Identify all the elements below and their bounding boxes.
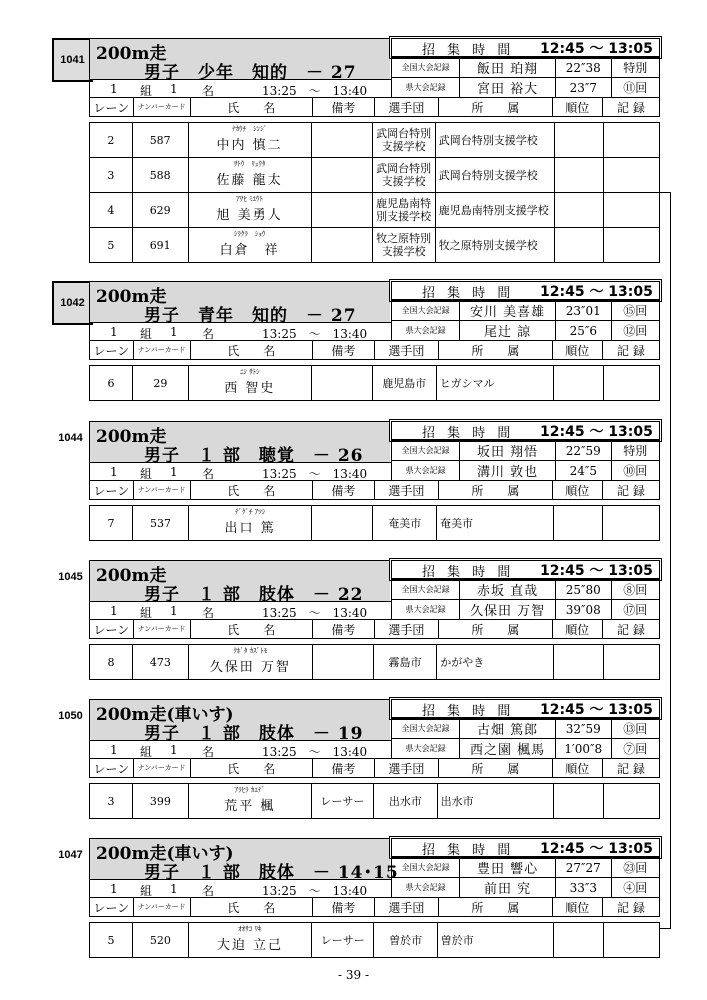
count-number: 1 — [170, 82, 178, 96]
prefecture-label: 県大会記録 — [392, 739, 460, 759]
prefecture-time: 33″3 — [555, 878, 611, 898]
team: 奄美市 — [373, 506, 437, 541]
group-label: 組 — [140, 84, 153, 98]
col-team: 選手団 — [374, 341, 438, 360]
call-label: 招 集 時 間 — [422, 843, 515, 858]
entry-row — [90, 193, 660, 228]
count-label: 名 — [202, 884, 215, 898]
prefecture-record-row — [392, 878, 660, 898]
entries-table — [89, 365, 660, 401]
col-lane: レーン — [90, 481, 134, 500]
athlete-kanji: 大迫 立己 — [216, 938, 283, 953]
national-label: 全国大会記録 — [392, 719, 460, 739]
entries-table — [89, 783, 660, 819]
number-card: 520 — [132, 923, 188, 958]
prefecture-note: ⑫回 — [611, 321, 659, 341]
number-card: 473 — [132, 645, 188, 680]
prefecture-holder: 久保田 万智 — [460, 600, 556, 620]
national-time: 22″59 — [555, 441, 611, 461]
team: 鹿児島市 — [373, 366, 437, 401]
col-number: ナンバーカード — [133, 481, 190, 500]
prefecture-holder: 前田 究 — [460, 878, 556, 898]
call-time: 12:45 ～ 13:05 — [540, 41, 653, 57]
national-record-row — [392, 58, 660, 78]
lane: 3 — [90, 784, 133, 819]
race-time: 13:25 ～ 13:40 — [262, 606, 368, 620]
national-holder: 豊田 響心 — [460, 858, 556, 878]
national-record-row — [392, 441, 660, 461]
record — [603, 645, 659, 680]
count-label: 名 — [202, 467, 215, 481]
rank — [554, 123, 603, 158]
prefecture-holder: 尾辻 諒 — [460, 321, 556, 341]
column-header — [89, 340, 660, 360]
col-team: 選手団 — [374, 98, 438, 117]
count-number: 1 — [170, 743, 178, 757]
lane: 6 — [90, 366, 133, 401]
prefecture-record-row — [392, 600, 660, 620]
athlete-kana: ｻﾄｳ ﾘｭｳﾀ — [233, 160, 266, 168]
group-number: 1 — [110, 604, 118, 618]
entry-row — [90, 366, 660, 401]
rank — [553, 506, 603, 541]
prefecture-time: 1′00″8 — [555, 739, 611, 759]
prefecture-label: 県大会記録 — [392, 78, 460, 98]
col-number: ナンバーカード — [133, 759, 190, 778]
athlete-kanji: 中内 慎二 — [216, 138, 283, 153]
event-title-box — [89, 699, 390, 744]
call-time-box — [391, 560, 660, 579]
race-time: 13:25 ～ 13:40 — [262, 745, 368, 759]
record-table — [391, 718, 660, 759]
athlete-kana: ﾆｼ ｻﾄｼ — [239, 368, 260, 376]
group-number: 1 — [110, 882, 118, 896]
prefecture-note: ⑦回 — [611, 739, 659, 759]
prefecture-record-row — [392, 461, 660, 481]
national-label: 全国大会記録 — [392, 301, 460, 321]
call-time-box — [391, 699, 660, 718]
count-label: 名 — [202, 327, 215, 341]
column-header — [89, 97, 660, 117]
col-record: 記 録 — [602, 898, 659, 917]
athlete-kanji: 旭 美勇人 — [216, 208, 283, 223]
remarks — [311, 158, 372, 193]
col-remarks: 備考 — [313, 898, 375, 917]
call-label: 招 集 時 間 — [422, 426, 515, 441]
lane: 5 — [90, 228, 133, 263]
col-remarks: 備考 — [313, 620, 375, 639]
lane: 2 — [90, 123, 133, 158]
col-affiliation: 所 属 — [438, 341, 552, 360]
col-number: ナンバーカード — [133, 98, 190, 117]
event-number: 1050 — [58, 710, 83, 722]
event-title-box — [89, 281, 390, 326]
event-number: 1044 — [58, 432, 83, 444]
event-title-box — [89, 838, 399, 883]
rank — [554, 645, 604, 680]
rank — [554, 923, 603, 958]
prefecture-record-row — [392, 739, 660, 759]
count-number: 1 — [170, 882, 178, 896]
race-time: 13:25 ～ 13:40 — [262, 467, 368, 481]
affiliation: 奄美市 — [437, 506, 554, 541]
athlete-kana: ｱﾗﾋﾗ ｶｴﾃﾞ — [234, 786, 265, 794]
number-card: 537 — [133, 506, 189, 541]
athlete-kana: ｼﾗｸﾗ ｼｮｳ — [233, 230, 266, 238]
team: 鹿児島南特別支援学校 — [372, 193, 435, 228]
event-name: 200m走 — [96, 427, 167, 447]
col-affiliation: 所 属 — [438, 759, 552, 778]
count-number: 1 — [170, 604, 178, 618]
national-holder: 古畑 篤郎 — [460, 719, 556, 739]
athlete-name — [188, 784, 311, 819]
national-note: 特別 — [611, 441, 659, 461]
event-title-box — [89, 421, 390, 466]
group-label: 組 — [140, 884, 153, 898]
call-label: 招 集 時 間 — [422, 565, 515, 580]
athlete-kana: ｱｻﾋ ﾐﾕｳﾄ — [236, 195, 263, 203]
prefecture-note: ⑰回 — [611, 600, 659, 620]
athlete-kana: ﾃﾞｸﾞﾁ ｱﾂｼ — [234, 508, 266, 516]
athlete-name — [188, 123, 311, 158]
number-card: 29 — [133, 366, 189, 401]
team: 牧之原特別支援学校 — [372, 228, 435, 263]
group-label: 組 — [140, 327, 153, 341]
national-note: 特別 — [611, 58, 659, 78]
record-table — [391, 300, 660, 341]
national-time: 22″38 — [555, 58, 611, 78]
group-label: 組 — [140, 467, 153, 481]
athlete-kana: ﾅｶｳﾁ ｼﾝｼﾞ — [232, 125, 268, 133]
event-name: 200m走 — [96, 44, 167, 64]
event-category: 男子 １ 部 肢体 － 22 — [144, 585, 364, 605]
col-remarks: 備考 — [313, 98, 375, 117]
athlete-name — [188, 193, 311, 228]
event-category: 男子 青年 知的 － 27 — [144, 306, 357, 326]
col-number: ナンバーカード — [133, 341, 190, 360]
group-number: 1 — [110, 743, 118, 757]
record — [603, 923, 659, 958]
entries-table — [89, 122, 660, 263]
remarks — [311, 228, 372, 263]
count-number: 1 — [170, 465, 178, 479]
national-record-row — [392, 858, 660, 878]
heat-bracket-line — [660, 192, 671, 929]
count-label: 名 — [202, 745, 215, 759]
entry-row — [90, 923, 660, 958]
call-time: 12:45 ～ 13:05 — [540, 841, 653, 857]
col-name: 氏 名 — [190, 620, 313, 639]
race-time: 13:25 ～ 13:40 — [262, 84, 368, 98]
event-number: 1045 — [58, 571, 83, 583]
remarks: レーサー — [311, 923, 373, 958]
column-header — [89, 758, 660, 778]
call-label: 招 集 時 間 — [422, 43, 515, 58]
prefecture-time: 23″7 — [555, 78, 611, 98]
affiliation: 鹿児島南特別支援学校 — [435, 193, 554, 228]
col-name: 氏 名 — [190, 898, 313, 917]
count-number: 1 — [170, 325, 178, 339]
athlete-kanji: 久保田 万智 — [209, 660, 291, 675]
col-name: 氏 名 — [190, 341, 313, 360]
call-time-box — [391, 281, 660, 300]
national-record-row — [392, 580, 660, 600]
record — [603, 784, 659, 819]
race-time: 13:25 ～ 13:40 — [262, 327, 368, 341]
record-table — [391, 57, 660, 98]
col-name: 氏 名 — [190, 481, 313, 500]
col-team: 選手団 — [374, 898, 438, 917]
col-name: 氏 名 — [190, 98, 313, 117]
national-note: ㉓回 — [611, 858, 659, 878]
lane: 3 — [90, 158, 133, 193]
prefecture-holder: 宮田 裕大 — [460, 78, 556, 98]
col-rank: 順位 — [552, 341, 602, 360]
rank — [553, 366, 603, 401]
event-category: 男子 １ 部 聴覚 － 26 — [144, 446, 364, 466]
prefecture-note: ⑪回 — [611, 78, 659, 98]
col-remarks: 備考 — [313, 759, 375, 778]
record — [603, 193, 659, 228]
athlete-kanji: 荒平 楓 — [224, 799, 276, 814]
rank — [554, 193, 603, 228]
rank — [554, 158, 603, 193]
col-number: ナンバーカード — [133, 620, 190, 639]
call-label: 招 集 時 間 — [422, 286, 515, 301]
col-number: ナンバーカード — [133, 898, 190, 917]
col-rank: 順位 — [552, 481, 602, 500]
national-holder: 坂田 翔悟 — [460, 441, 556, 461]
col-affiliation: 所 属 — [438, 620, 552, 639]
col-rank: 順位 — [552, 759, 602, 778]
col-lane: レーン — [90, 759, 134, 778]
team: 霧島市 — [373, 645, 436, 680]
prefecture-record-row — [392, 78, 660, 98]
col-record: 記 録 — [602, 341, 659, 360]
athlete-name — [188, 645, 312, 680]
affiliation: 牧之原特別支援学校 — [435, 228, 554, 263]
national-record-row — [392, 719, 660, 739]
col-team: 選手団 — [374, 759, 438, 778]
number-card: 629 — [132, 193, 188, 228]
lane: 8 — [90, 645, 133, 680]
national-time: 25″80 — [555, 580, 611, 600]
affiliation: ヒガシマル — [436, 366, 553, 401]
event-category: 男子 少年 知的 － 27 — [144, 63, 357, 83]
national-label: 全国大会記録 — [392, 441, 460, 461]
col-rank: 順位 — [552, 898, 602, 917]
remarks: レーサー — [311, 784, 373, 819]
entries-table — [89, 922, 660, 958]
national-record-row — [392, 301, 660, 321]
prefecture-label: 県大会記録 — [392, 878, 460, 898]
remarks — [312, 506, 373, 541]
athlete-name — [188, 366, 311, 401]
column-header — [89, 619, 660, 639]
lane: 4 — [90, 193, 133, 228]
athlete-name — [188, 228, 311, 263]
national-holder: 安川 美喜雄 — [460, 301, 556, 321]
call-time: 12:45 ～ 13:05 — [540, 424, 653, 440]
record-table — [391, 440, 660, 481]
national-note: ⑬回 — [611, 719, 659, 739]
affiliation: 武岡台特別支援学校 — [435, 123, 554, 158]
athlete-kana: ｸﾎﾞﾀ ｶｽﾞﾄﾓ — [233, 647, 268, 655]
col-lane: レーン — [90, 620, 134, 639]
col-remarks: 備考 — [313, 341, 375, 360]
number-card: 587 — [132, 123, 188, 158]
team: 曽於市 — [374, 923, 437, 958]
national-note: ⑮回 — [611, 301, 659, 321]
national-label: 全国大会記録 — [392, 580, 460, 600]
entry-row — [90, 228, 660, 263]
national-label: 全国大会記録 — [392, 58, 460, 78]
event-title-box — [89, 560, 390, 605]
entry-row — [90, 784, 660, 819]
event-name: 200m走(車いす) — [96, 705, 234, 725]
call-time-box — [391, 421, 660, 440]
affiliation: 出水市 — [437, 784, 554, 819]
call-label: 招 集 時 間 — [422, 704, 515, 719]
event-name: 200m走 — [96, 566, 167, 586]
entries-table — [89, 505, 660, 541]
event-number: 1042 — [52, 281, 93, 325]
group-label: 組 — [140, 606, 153, 620]
count-label: 名 — [202, 606, 215, 620]
national-holder: 赤坂 直哉 — [460, 580, 556, 600]
record-table — [391, 579, 660, 620]
national-time: 32″59 — [555, 719, 611, 739]
prefecture-holder: 溝川 敦也 — [460, 461, 556, 481]
col-record: 記 録 — [602, 759, 659, 778]
national-label: 全国大会記録 — [392, 858, 460, 878]
athlete-name — [189, 506, 312, 541]
group-number: 1 — [110, 465, 118, 479]
prefecture-label: 県大会記録 — [392, 461, 460, 481]
race-time: 13:25 ～ 13:40 — [262, 884, 368, 898]
prefecture-label: 県大会記録 — [392, 600, 460, 620]
remarks — [312, 645, 373, 680]
column-header — [89, 897, 660, 917]
prefecture-record-row — [392, 321, 660, 341]
affiliation: かがやき — [437, 645, 554, 680]
col-name: 氏 名 — [190, 759, 313, 778]
affiliation: 武岡台特別支援学校 — [435, 158, 554, 193]
team: 武岡台特別支援学校 — [372, 158, 435, 193]
prefecture-holder: 西之園 楓馬 — [460, 739, 556, 759]
prefecture-time: 24″5 — [555, 461, 611, 481]
group-label: 組 — [140, 745, 153, 759]
number-card: 588 — [132, 158, 188, 193]
event-category: 男子 １ 部 肢体 － 19 — [144, 724, 364, 744]
col-record: 記 録 — [602, 620, 659, 639]
athlete-kanji: 出口 篤 — [224, 521, 276, 536]
national-note: ⑧回 — [611, 580, 659, 600]
call-time: 12:45 ～ 13:05 — [540, 563, 653, 579]
athlete-name — [188, 923, 311, 958]
event-number: 1047 — [58, 849, 83, 861]
prefecture-note: ⑩回 — [611, 461, 659, 481]
call-time: 12:45 ～ 13:05 — [540, 284, 653, 300]
prefecture-note: ④回 — [611, 878, 659, 898]
rank — [554, 228, 603, 263]
team: 武岡台特別支援学校 — [372, 123, 435, 158]
record — [603, 366, 659, 401]
page-number: - 39 - — [337, 968, 369, 982]
column-header — [89, 480, 660, 500]
athlete-kanji: 西 智史 — [224, 381, 276, 396]
record — [603, 158, 659, 193]
col-lane: レーン — [90, 341, 134, 360]
record — [603, 228, 659, 263]
remarks — [311, 193, 372, 228]
entries-table — [89, 644, 660, 680]
event-title-box — [89, 38, 390, 83]
col-rank: 順位 — [552, 98, 602, 117]
col-remarks: 備考 — [313, 481, 375, 500]
athlete-kana: ｵｵｻｺ ﾘｷ — [238, 925, 262, 933]
event-number: 1041 — [52, 38, 93, 82]
prefecture-time: 39″08 — [555, 600, 611, 620]
team: 出水市 — [374, 784, 437, 819]
entry-row — [90, 123, 660, 158]
group-number: 1 — [110, 82, 118, 96]
event-name: 200m走 — [96, 287, 167, 307]
affiliation: 曽於市 — [437, 923, 553, 958]
event-category: 男子 １ 部 肢体 － 14･15 — [144, 863, 399, 883]
athlete-kanji: 佐藤 龍太 — [216, 173, 283, 188]
athlete-name — [188, 158, 311, 193]
national-holder: 飯田 珀翔 — [460, 58, 556, 78]
col-affiliation: 所 属 — [438, 898, 552, 917]
entry-row — [90, 645, 660, 680]
prefecture-time: 25″6 — [555, 321, 611, 341]
lane: 7 — [90, 506, 133, 541]
rank — [554, 784, 604, 819]
col-team: 選手団 — [374, 620, 438, 639]
count-label: 名 — [202, 84, 215, 98]
lane: 5 — [90, 923, 133, 958]
call-time-box — [391, 38, 660, 57]
record-table — [391, 857, 660, 898]
entry-row — [90, 506, 660, 541]
remarks — [311, 366, 372, 401]
call-time: 12:45 ～ 13:05 — [540, 702, 653, 718]
entry-row — [90, 158, 660, 193]
col-record: 記 録 — [602, 98, 659, 117]
event-name: 200m走(車いす) — [96, 844, 234, 864]
col-affiliation: 所 属 — [438, 481, 552, 500]
prefecture-label: 県大会記録 — [392, 321, 460, 341]
call-time-box — [391, 838, 660, 857]
national-time: 27″27 — [555, 858, 611, 878]
col-rank: 順位 — [552, 620, 602, 639]
number-card: 399 — [132, 784, 188, 819]
record — [603, 506, 660, 541]
athlete-kanji: 白倉 祥 — [219, 243, 280, 258]
number-card: 691 — [132, 228, 188, 263]
col-affiliation: 所 属 — [438, 98, 552, 117]
remarks — [311, 123, 372, 158]
record — [603, 123, 659, 158]
col-team: 選手団 — [374, 481, 438, 500]
col-lane: レーン — [90, 98, 134, 117]
col-record: 記 録 — [602, 481, 659, 500]
national-time: 23″01 — [555, 301, 611, 321]
group-number: 1 — [110, 325, 118, 339]
col-lane: レーン — [90, 898, 134, 917]
